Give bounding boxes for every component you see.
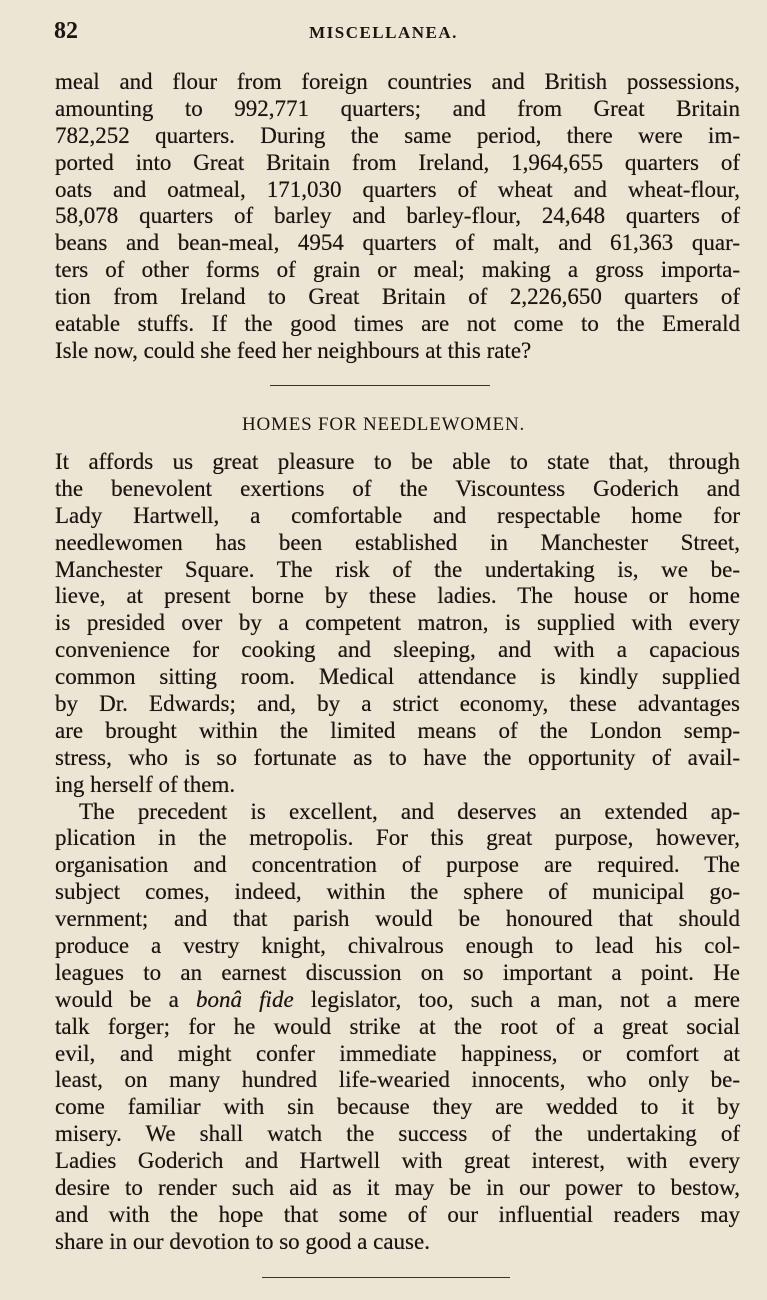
text-line: evil, and might confer immediate happiness, or comfort at [55, 1040, 740, 1066]
text-line: the benevolent exertions of the Viscountess Goderich and [55, 475, 740, 501]
text-line: share in our devotion to so good a cause. [55, 1228, 430, 1254]
italic-phrase: bonâ fide [195, 986, 294, 1012]
text-line: Lady Hartwell, a comfortable and respectable home for [55, 502, 740, 528]
text-line: subject comes, indeed, within the sphere of municipal go- [55, 879, 740, 905]
text-line: lieve, at present borne by these ladies. The house or home [55, 583, 740, 609]
text-segment: legislator, too, such a man, not a mere [293, 986, 740, 1012]
text-segment: would be a [55, 986, 196, 1012]
article-homes-for-needlewomen [55, 449, 740, 1256]
text-line: oats and oatmeal, 171,030 quarters of wheat and wheat-flour, [55, 176, 740, 202]
text-line: The precedent is excellent, and deserves an extended ap- [79, 798, 740, 824]
text-line: Manchester Square. The risk of the undertaking is, we be- [55, 556, 740, 582]
text-line: misery. We shall watch the success of the undertaking of [55, 1121, 740, 1147]
text-line: leagues to an earnest discussion on so important a point. He [55, 959, 740, 985]
text-line: organisation and concentration of purpose are required. The [55, 852, 740, 878]
text-line: It affords us great pleasure to be able to state that, through [55, 449, 740, 474]
text-line: is presided over by a competent matron, is supplied with every [55, 610, 740, 636]
text-line: plication in the metropolis. For this great purpose, however, [55, 825, 740, 851]
section-title: HOMES FOR NEEDLEWOMEN. [241, 414, 526, 435]
text-line: are brought within the limited means of the London semp- [55, 717, 740, 743]
page-number: 82 [54, 18, 78, 44]
text-line: amounting to 992,771 quarters; and from Great Britain [55, 95, 740, 121]
text-line: ing herself of them. [55, 771, 236, 797]
text-line: beans and bean-meal, 4954 quarters of malt, and 61,363 quar- [55, 230, 740, 256]
text-line: Ladies Goderich and Hartwell with great interest, with every [55, 1148, 740, 1174]
text-line: come familiar with sin because they are wedded to it by [55, 1094, 740, 1120]
text-line: ported into Great Britain from Ireland, 1,964,655 quarters of [55, 149, 740, 175]
section-divider [270, 385, 490, 386]
text-line: eatable stuffs. If the good times are not come to the Emerald [55, 311, 740, 337]
text-line: common sitting room. Medical attendance is kindly supplied [55, 664, 740, 690]
text-line: Isle now, could she feed her neighbours at this rate? [55, 337, 532, 363]
text-line: tion from Ireland to Great Britain of 2,226,650 quarters of [55, 284, 740, 310]
text-line: produce a vestry knight, chivalrous enough to lead his col- [55, 933, 740, 959]
text-line: stress, who is so fortunate as to have the opportunity of avail- [55, 744, 740, 770]
text-line: needlewomen has been established in Manchester Street, [55, 529, 740, 555]
text-line: vernment; and that parish would be honoured that should [55, 906, 740, 932]
text-line: and with the hope that some of our influential readers may [55, 1201, 740, 1227]
text-line: convenience for cooking and sleeping, and with a capacious [55, 637, 740, 663]
text-line: 782,252 quarters. During the same period, there were im- [55, 122, 740, 148]
article-grain-imports [55, 69, 740, 365]
text-line: ters of other forms of grain or meal; making a gross importa- [55, 257, 740, 283]
text-line: least, on many hundred life-wearied innocents, who only be- [55, 1067, 740, 1093]
end-divider [262, 1277, 510, 1278]
running-head: MISCELLANEA. [309, 23, 458, 42]
text-line: meal and flour from foreign countries and British possessions, [55, 69, 740, 94]
text-line [55, 987, 740, 1014]
text-line: talk forger; for he would strike at the root of a great social [55, 1013, 740, 1039]
text-line: desire to render such aid as it may be in our power to bestow, [55, 1175, 740, 1201]
text-line: 58,078 quarters of barley and barley-flour, 24,648 quarters of [55, 203, 740, 229]
text-line: by Dr. Edwards; and, by a strict economy, these advantages [55, 691, 740, 717]
